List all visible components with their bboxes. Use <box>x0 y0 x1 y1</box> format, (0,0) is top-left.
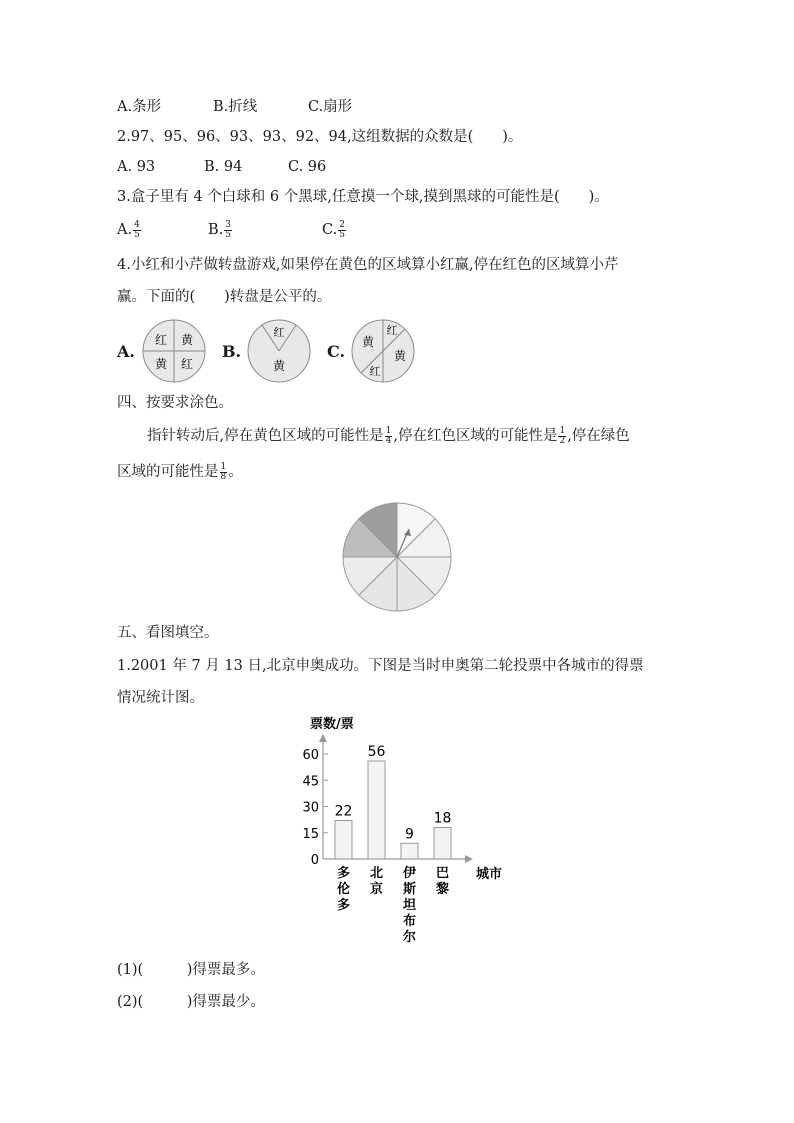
spinner-c-sector: 红 <box>386 324 398 337</box>
fraction-yellow <box>385 427 393 446</box>
paragraph-text: 。 <box>228 464 243 480</box>
x-category-char: 巴 <box>435 866 450 881</box>
spinner-a-sector: 黄 <box>180 333 194 347</box>
x-category-label <box>370 866 383 897</box>
option-b-line: B.折线 <box>213 99 258 115</box>
fraction-denominator: 8 <box>220 471 227 482</box>
y-axis-label: 票数/票 <box>310 717 354 732</box>
spinner-c-sector: 红 <box>369 365 381 378</box>
y-tick-label: 0 <box>310 853 319 868</box>
section-5-question-line-1: 1.2001 年 7 月 13 日,北京申奥成功。下图是当时申奥第二轮投票中各城市的得票 <box>117 658 644 674</box>
fraction-numerator: 4 <box>134 219 140 230</box>
section-4-paragraph-line-1 <box>147 426 630 446</box>
bar <box>335 821 352 860</box>
bar-value-label: 22 <box>334 803 353 820</box>
q2-option-a: A. 93 <box>117 159 156 175</box>
fraction-numerator: 1 <box>385 425 392 436</box>
paragraph-text: ,停在红色区域的可能性是 <box>393 428 558 444</box>
spinner-a-sector: 红 <box>180 357 194 371</box>
bar-value-label: 56 <box>367 744 386 760</box>
fraction <box>224 221 232 240</box>
y-tick-label: 15 <box>302 826 319 842</box>
y-tick-label: 60 <box>302 748 319 763</box>
x-category-label <box>436 866 449 897</box>
x-category-char: 斯 <box>402 882 417 897</box>
x-category-char: 京 <box>369 882 384 897</box>
fraction-red <box>558 427 566 446</box>
bar-value-label: 18 <box>433 810 452 827</box>
q3-option-c <box>322 220 347 240</box>
fraction-denominator: 5 <box>134 229 140 240</box>
spinner-b-label: B. <box>222 342 242 361</box>
paragraph-text: 区域的可能性是 <box>117 464 219 480</box>
fraction-green <box>220 463 228 482</box>
spinner-c-label: C. <box>327 342 346 361</box>
section-4-paragraph-line-2 <box>117 462 243 482</box>
q3-option-a <box>117 220 142 240</box>
spinner-c-sector: 黄 <box>393 349 407 363</box>
x-category-char: 伊 <box>402 866 417 881</box>
fraction-numerator: 1 <box>220 461 227 472</box>
x-category-label <box>402 865 417 945</box>
spinner-b-sector: 黄 <box>272 359 286 373</box>
x-category-char: 黎 <box>435 882 450 897</box>
q2-option-c: C. 96 <box>288 159 327 175</box>
vote-bar-chart <box>280 708 510 953</box>
bar <box>401 843 418 859</box>
spinner-b <box>246 318 312 384</box>
y-tick-label: 30 <box>302 800 319 816</box>
option-a-bar: A.条形 <box>117 99 162 115</box>
coloring-wheel <box>339 502 455 612</box>
spinner-a-sector: 红 <box>154 333 168 347</box>
y-tick-label: 45 <box>302 774 319 790</box>
question-2-text: 2.97、95、96、93、93、92、94,这组数据的众数是( )。 <box>117 129 523 145</box>
spinner-b-sector: 红 <box>273 326 285 339</box>
bar <box>434 828 451 860</box>
y-axis-arrow-icon <box>319 734 327 742</box>
x-axis-label: 城市 <box>476 867 503 882</box>
spinner-c <box>350 318 416 384</box>
x-category-char: 坦 <box>402 898 417 913</box>
fraction <box>338 221 346 240</box>
question-4-line-1: 4.小红和小芹做转盘游戏,如果停在黄色的区域算小红赢,停在红色的区域算小芹 <box>117 257 619 273</box>
x-category-char: 伦 <box>336 882 351 897</box>
x-category-char: 北 <box>369 866 384 881</box>
q2-option-b: B. 94 <box>204 159 243 175</box>
x-category-char: 多 <box>336 898 351 913</box>
fraction-denominator: 4 <box>385 435 392 446</box>
x-category-label <box>337 865 350 913</box>
section-5-heading: 五、看图填空。 <box>117 625 219 641</box>
section-4-heading: 四、按要求涂色。 <box>117 395 233 411</box>
question-4-line-2: 赢。下面的( )转盘是公平的。 <box>117 289 332 305</box>
paragraph-text: ,停在绿色 <box>567 428 630 444</box>
x-axis-arrow-icon <box>465 855 473 863</box>
fraction-denominator: 5 <box>339 229 345 240</box>
paragraph-text: 指针转动后,停在黄色区域的可能性是 <box>147 428 384 444</box>
q3-option-a-label: A. <box>117 222 133 238</box>
fraction-denominator: 2 <box>559 435 566 446</box>
bar <box>368 761 385 859</box>
section-5-question-line-2: 情况统计图。 <box>117 690 204 706</box>
spinner-a-label: A. <box>117 342 135 361</box>
sub-question-2: (2)( )得票最少。 <box>117 994 265 1010</box>
fraction-numerator: 2 <box>339 219 345 230</box>
fraction-numerator: 3 <box>225 219 231 230</box>
option-c-sector: C.扇形 <box>308 99 353 115</box>
x-category-char: 多 <box>336 866 351 881</box>
x-category-char: 布 <box>402 914 417 929</box>
sub-question-1: (1)( )得票最多。 <box>117 962 265 978</box>
x-category-char: 尔 <box>402 930 417 945</box>
q3-option-b <box>208 220 233 240</box>
fraction <box>133 221 141 240</box>
fraction-denominator: 5 <box>225 229 231 240</box>
q3-option-c-label: C. <box>322 222 338 238</box>
spinner-a-sector: 黄 <box>154 357 168 371</box>
fraction-numerator: 1 <box>559 425 566 436</box>
spinner-c-sector: 黄 <box>361 335 375 349</box>
spinner-a <box>141 318 207 384</box>
question-3-text: 3.盒子里有 4 个白球和 6 个黑球,任意摸一个球,摸到黑球的可能性是( )。 <box>117 189 609 205</box>
q3-option-b-label: B. <box>208 222 224 238</box>
bar-value-label: 9 <box>405 826 414 843</box>
